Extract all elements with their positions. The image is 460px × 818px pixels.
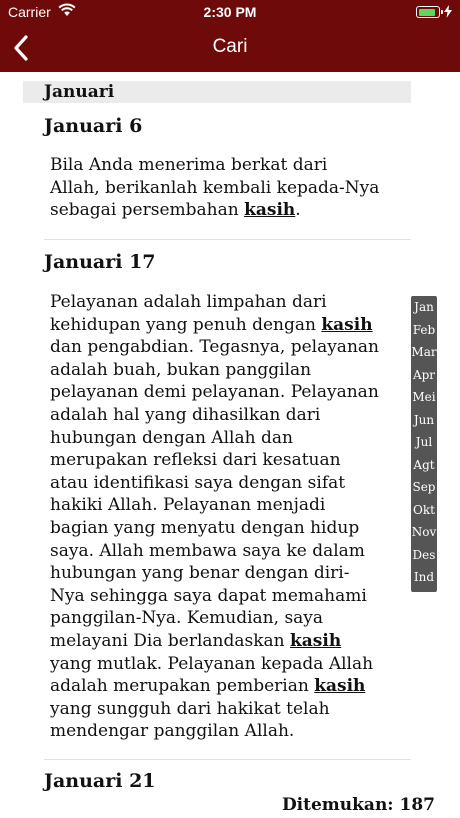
index-nov[interactable]: Nov [411, 525, 437, 539]
divider [44, 759, 411, 760]
status-bar [0, 0, 460, 24]
entry-text[interactable]: Pelayanan adalah limpahan dari kehidupan yang penuh dengan kasih dan pengabdian. Tegasnya, pelayanan adalah buah, bukan panggilan pelayanan demi pelayanan. Pelayanan adalah hal yang dihasilkan dari hubungan dengan Allah dan merupakan refleksi dari kesatuan atau identifikasi saya dengan sifat hakiki Allah. Pelayanan menjadi bagian yang menyatu dengan hidup saya. Allah membawa saya ke dalam hubungan yang benar dengan diri-Nya sehingga saya dapat memahami panggilan-Nya. Kemudian, saya melayani Dia berlandaskan kasih yang mutlak. Pelayanan kepada Allah adalah merupakan pemberian kasih yang sungguh dari hakikat telah mendengar panggilan Allah. [50, 292, 379, 742]
entry-title[interactable]: Januari 6 [44, 115, 143, 137]
search-results [0, 72, 460, 818]
navigation-bar [0, 24, 460, 72]
index-jan[interactable]: Jan [414, 300, 434, 314]
highlight-match: kasih [314, 676, 366, 697]
highlight-match: kasih [290, 630, 342, 651]
index-mei[interactable]: Mei [412, 390, 436, 404]
divider [44, 239, 411, 240]
charging-icon [444, 5, 452, 18]
index-apr[interactable]: Apr [412, 367, 436, 382]
index-mar[interactable]: Mar [411, 345, 437, 359]
top-bar [0, 0, 460, 72]
index-agt[interactable]: Agt [413, 457, 435, 472]
result-count: Ditemukan: 187 [276, 793, 435, 818]
index-okt[interactable]: Okt [413, 502, 435, 517]
highlight-match: kasih [244, 200, 296, 221]
index-des[interactable]: Des [412, 547, 436, 562]
battery-icon [416, 6, 440, 18]
page-title: Cari [212, 36, 248, 57]
section-header-month: Januari [23, 81, 411, 103]
index-jul[interactable]: Jul [415, 435, 433, 449]
entry-title[interactable]: Januari 17 [44, 251, 156, 273]
month-index[interactable] [411, 296, 437, 592]
index-ind[interactable]: Ind [413, 570, 435, 584]
status-time: 2:30 PM [203, 4, 257, 20]
index-jun[interactable]: Jun [413, 412, 435, 427]
entry-text[interactable]: Bila Anda menerima berkat dari Allah, berikanlah kembali kepada-Nya sebagai persembahan kasih. [50, 155, 380, 221]
entry-title[interactable]: Januari 21 [44, 770, 156, 792]
index-sep[interactable]: Sep [412, 480, 436, 494]
carrier-label: Carrier [8, 4, 51, 20]
highlight-match: kasih [321, 314, 373, 335]
index-feb[interactable]: Feb [412, 322, 436, 337]
